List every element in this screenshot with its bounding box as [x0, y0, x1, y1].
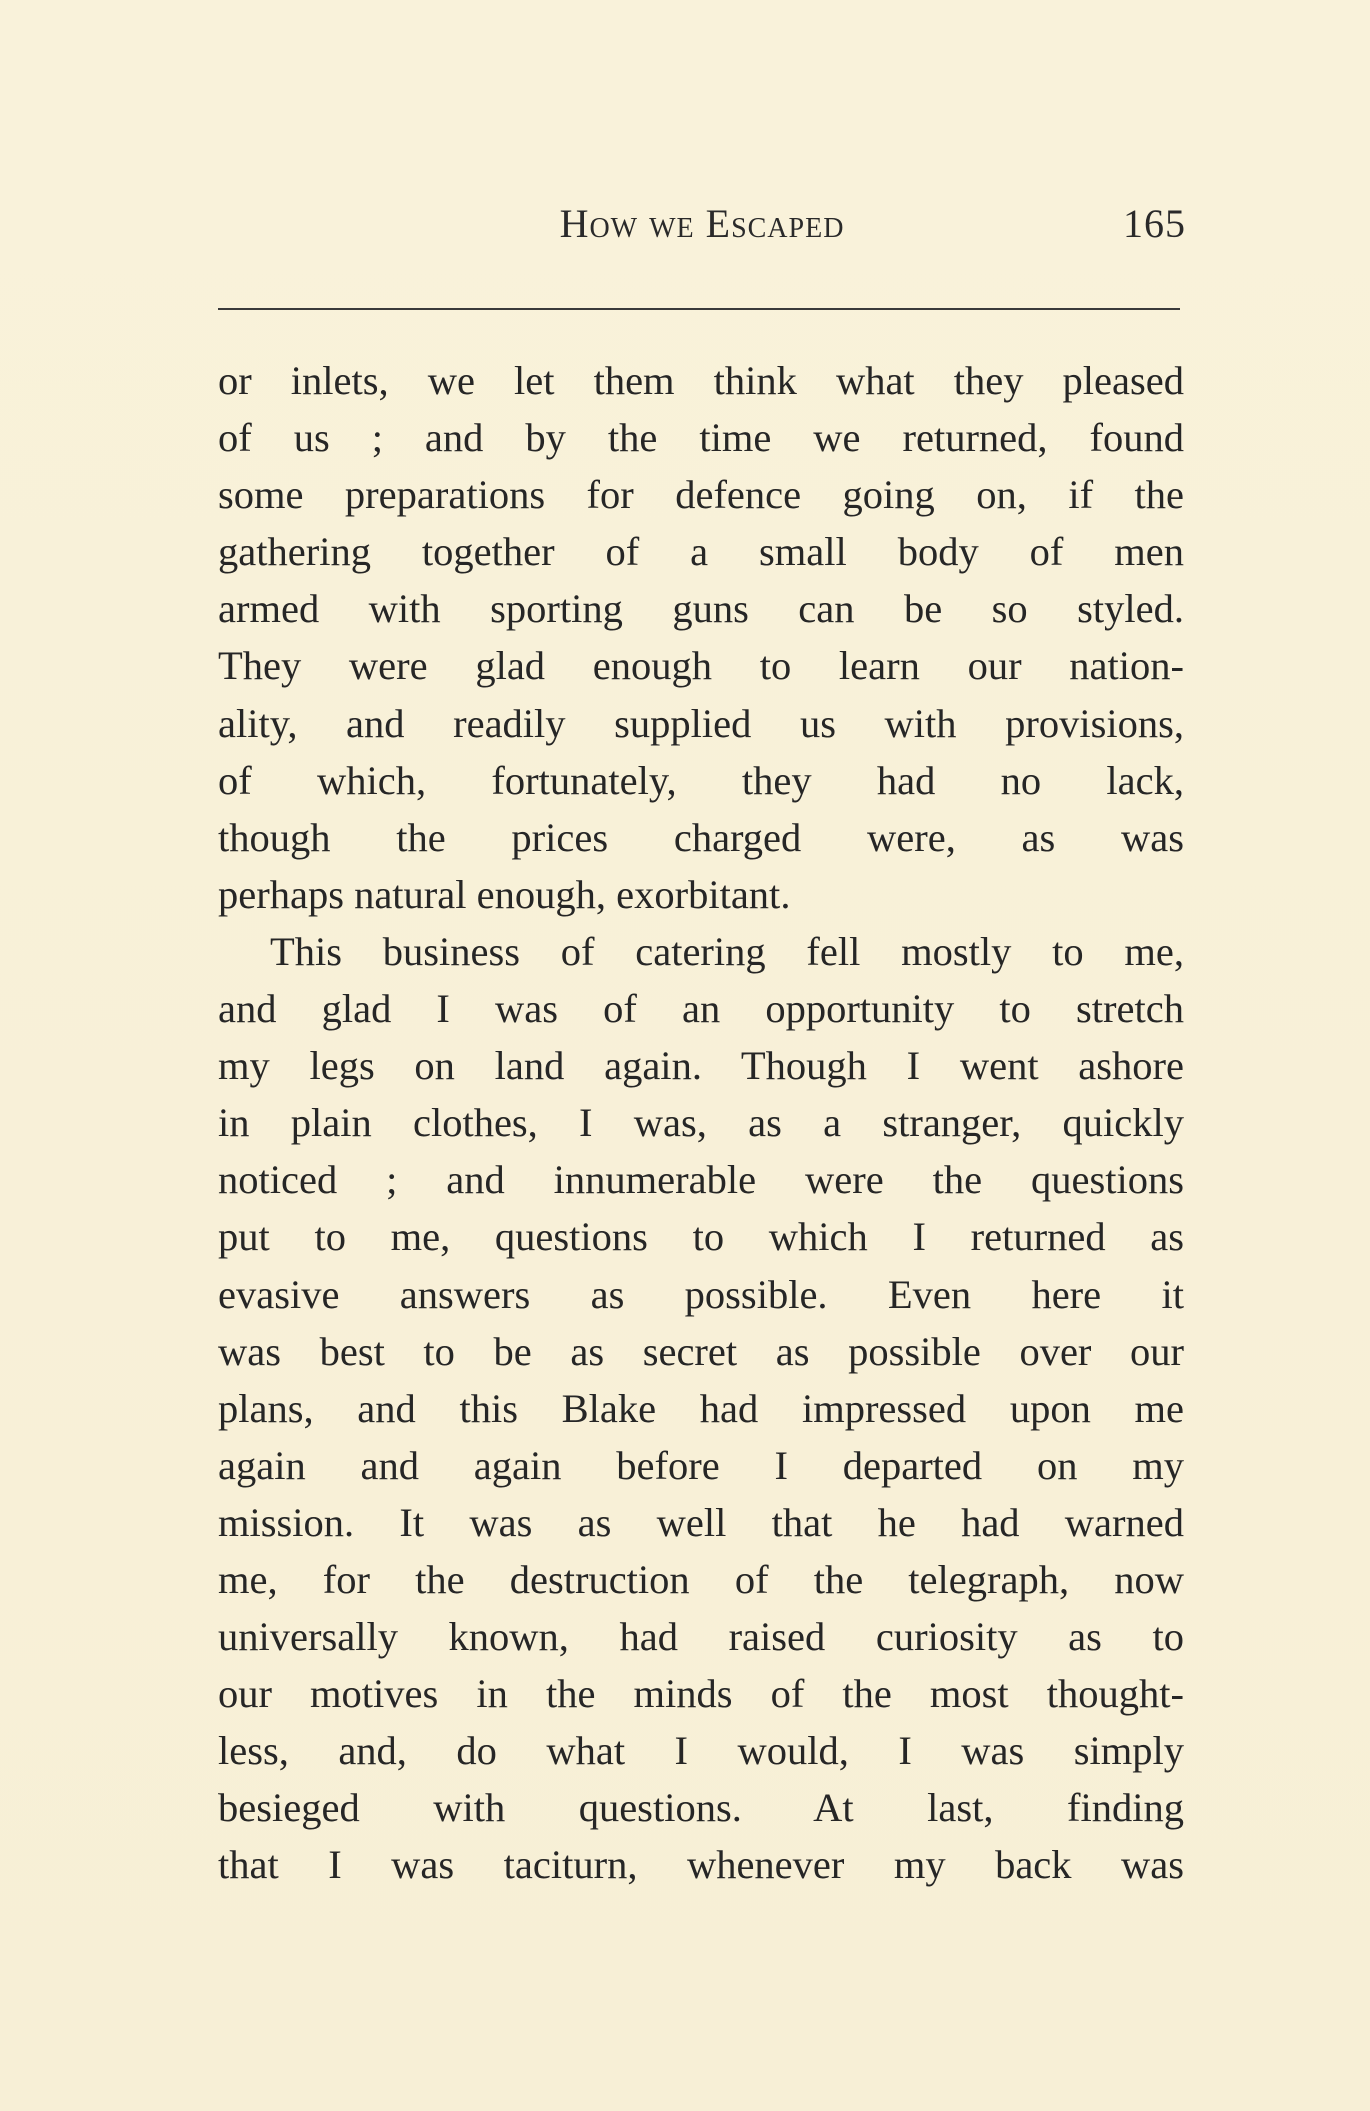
text-line: and glad I was of an opportunity to stretch	[218, 986, 1184, 1032]
text-line: evasive answers as possible. Even here it	[218, 1271, 1184, 1317]
text-line: though the prices charged were, as was	[218, 814, 1184, 860]
running-title: How we Escaped	[559, 201, 845, 246]
page-number: 165	[1123, 201, 1186, 246]
text-line: that I was taciturn, whenever my back was	[218, 1842, 1184, 1888]
text-line: plans, and this Blake had impressed upon me	[218, 1385, 1184, 1431]
text-line: ality, and readily supplied us with provisions,	[218, 700, 1184, 746]
text-line: They were glad enough to learn our nation-	[218, 643, 1184, 689]
text-line: was best to be as secret as possible over our	[218, 1328, 1184, 1374]
text-line: armed with sporting guns can be so styled.	[218, 586, 1184, 632]
text-line: in plain clothes, I was, as a stranger, quickly	[218, 1100, 1184, 1146]
text-line: of us ; and by the time we returned, found	[218, 415, 1184, 461]
text-line: noticed ; and innumerable were the questions	[218, 1157, 1184, 1203]
text-line: my legs on land again. Though I went ashore	[218, 1043, 1184, 1089]
text-line: or inlets, we let them think what they pleased	[218, 358, 1184, 403]
header-rule	[218, 308, 1180, 310]
text-line: again and again before I departed on my	[218, 1442, 1184, 1488]
text-line: our motives in the minds of the most thought-	[218, 1671, 1184, 1717]
text-line: besieged with questions. At last, finding	[218, 1785, 1184, 1831]
text-line: universally known, had raised curiosity as to	[218, 1614, 1184, 1660]
text-line: put to me, questions to which I returned as	[218, 1214, 1184, 1260]
text-line: less, and, do what I would, I was simply	[218, 1728, 1184, 1774]
text-line: perhaps natural enough, exorbitant.	[218, 871, 791, 917]
text-line: gathering together of a small body of men	[218, 529, 1184, 575]
text-line: me, for the destruction of the telegraph, now	[218, 1556, 1184, 1602]
text-line: mission. It was as well that he had warned	[218, 1499, 1184, 1545]
page-header	[218, 200, 1186, 260]
body-text	[218, 352, 1184, 1894]
text-line: of which, fortunately, they had no lack,	[218, 757, 1184, 803]
text-line: some preparations for defence going on, if the	[218, 472, 1184, 518]
text-line: This business of catering fell mostly to me,	[270, 928, 1184, 974]
